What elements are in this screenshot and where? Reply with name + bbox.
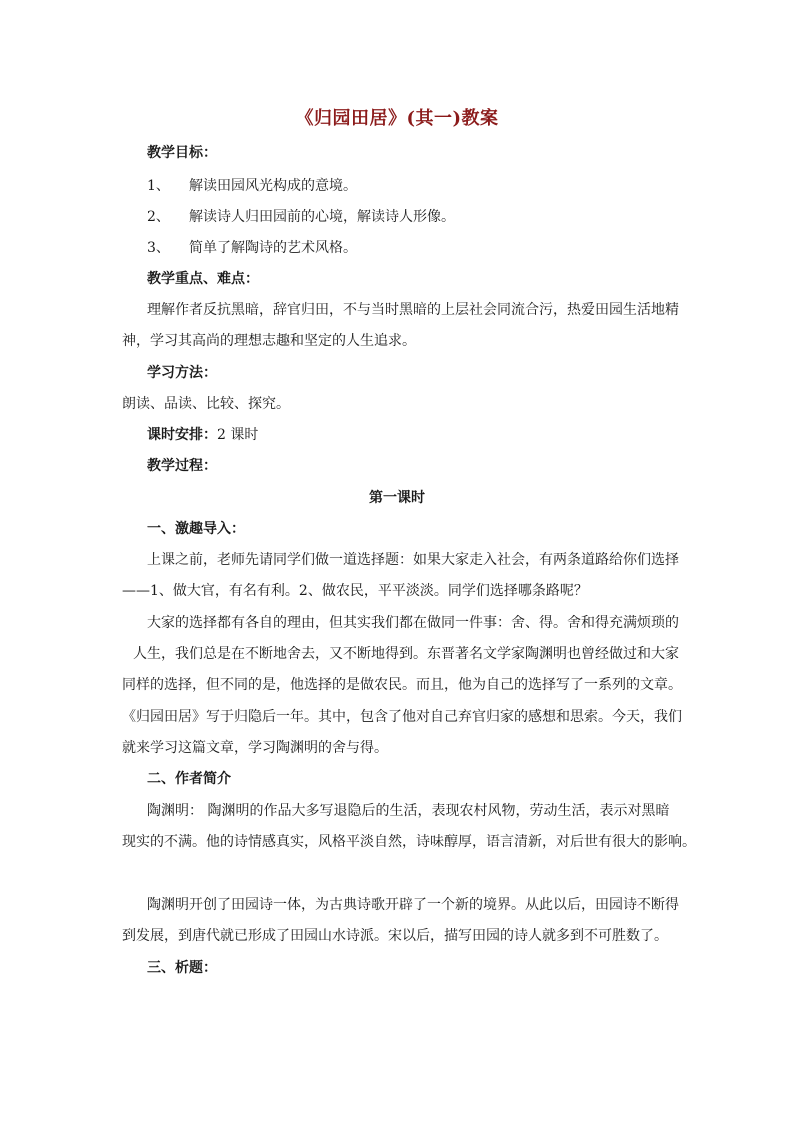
objective-number: 3、 [147, 240, 170, 256]
objective-text: 简单了解陶诗的艺术风格。 [189, 240, 357, 256]
intro-p2-line-2: 人生，我们总是在不断地舍去，又不断地得到。东晋著名文学家陶渊明也曾经做过和大家 [133, 646, 679, 662]
objective-item-2 [147, 207, 455, 227]
author-p1-line-2: 现实的不满。他的诗情感真实，风格平淡自然，诗味醇厚，语言清新，对后世有很大的影响。 [122, 834, 696, 850]
objective-item-1 [147, 176, 357, 196]
author-p2-line-1: 陶渊明开创了田园诗一体，为古典诗歌开辟了一个新的境界。从此以后，田园诗不断得 [147, 897, 679, 913]
objective-number: 2、 [147, 209, 170, 225]
intro-p1-line-1: 上课之前，老师先请同学们做一道选择题：如果大家走入社会，有两条道路给你们选择 [147, 552, 679, 568]
methods-text: 朗读、品读、比较、探究。 [122, 396, 290, 412]
methods-heading: 学习方法： [147, 365, 217, 381]
intro-p2-line-5: 就来学习这篇文章，学习陶渊明的舍与得。 [122, 740, 388, 756]
intro-p2-line-3: 同样的选择，但不同的是，他选择的是做农民。而且，他为自己的选择写了一系列的文章。 [122, 677, 682, 693]
schedule-line [147, 425, 258, 445]
document-title: 《归园田居》(其一)教案 [295, 108, 499, 129]
schedule-value: 2 课时 [217, 427, 259, 443]
analysis-heading: 三、析题： [147, 960, 217, 976]
intro-p1-line-2: ——1、做大官，有名有利。2、做农民，平平淡淡。同学们选择哪条路呢？ [122, 583, 588, 599]
lesson-heading: 第一课时 [369, 490, 425, 506]
objective-text: 解读田园风光构成的意境。 [189, 178, 357, 194]
key-points-line-2: 神，学习其高尚的理想志趣和坚定的人生追求。 [122, 333, 416, 349]
intro-p2-line-1: 大家的选择都有各自的理由，但其实我们都在做同一件事：舍、得。舍和得充满烦琐的 [147, 615, 679, 631]
author-p2-line-2: 到发展，到唐代就已形成了田园山水诗派。宋以后，描写田园的诗人就多到不可胜数了。 [122, 928, 668, 944]
objective-number: 1、 [147, 178, 170, 194]
objectives-heading: 教学目标： [147, 145, 217, 161]
intro-p2-line-4: 《归园田居》写于归隐后一年。其中，包含了他对自己弃官归家的感想和思索。今天，我们 [122, 709, 682, 725]
key-points-heading: 教学重点、难点： [147, 271, 259, 287]
process-heading: 教学过程： [147, 458, 217, 474]
author-heading: 二、作者简介 [147, 771, 231, 787]
schedule-label: 课时安排： [147, 427, 217, 443]
objective-item-3 [147, 238, 357, 258]
author-p1-line-1: 陶渊明： 陶渊明的作品大多写退隐后的生活，表现农村风物，劳动生活，表示对黑暗 [147, 803, 670, 819]
intro-heading: 一、激趣导入： [147, 521, 245, 537]
key-points-line-1: 理解作者反抗黑暗，辞官归田，不与当时黑暗的上层社会同流合污，热爱田园生活地精 [147, 302, 679, 318]
objective-text: 解读诗人归田园前的心境，解读诗人形像。 [189, 209, 455, 225]
